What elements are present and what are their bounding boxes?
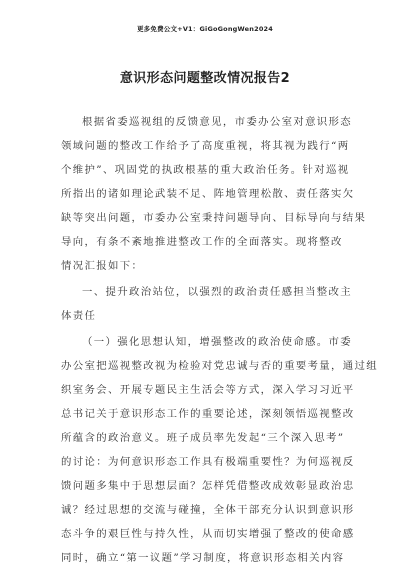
paragraph-line: 态斗争的艰巨性与持久性，从而切实增强了整改的使命感: [61, 528, 355, 540]
paragraph-line: 情况汇报如下：: [61, 260, 144, 272]
paragraph-line: （一）强化思想认知，增强整改的政治使命感。市委: [82, 336, 353, 348]
paragraph-line: 馈问题多集中于思想层面？怎样凭借整改成效彰显政治忠: [61, 480, 355, 492]
header-note: 更多免费公文+V1：GiGoGongWen2024: [136, 25, 273, 33]
paragraph-line: 个维护”、巩固党的执政根基的重大政治任务。针对巡视: [61, 164, 350, 176]
paragraph-line: 同时，确立“第一议题”学习制度，将意识形态相关内容: [61, 552, 345, 564]
paragraph-line: 诚？经过思想的交流与碰撞，全体干部充分认识到意识形: [61, 504, 355, 516]
section-heading-line: 体责任: [61, 310, 97, 322]
paragraph-line: 所蕴含的政治意义。班子成员率先发起“三个深入思考”: [61, 432, 345, 444]
paragraph-line: 缺等突出问题，市委办公室秉持问题导向、目标导向与结果: [61, 212, 367, 224]
section-heading-line: 一、提升政治站位，以强烈的政治责任感担当整改主: [82, 286, 353, 298]
paragraph-line: 所指出的诸如理论武装不足、阵地管理松散、责任落实欠: [61, 188, 355, 200]
paragraph-line: 总书记关于意识形态工作的重要论述，深刻领悟巡视整改: [61, 408, 355, 420]
paragraph-line: 领域问题的整改工作给予了高度重视，将其视为践行“两: [61, 140, 350, 152]
paragraph-line: 织室务会、开展专题民主生活会等方式，深入学习习近平: [61, 384, 355, 396]
paragraph-line: 的讨论：为何意识形态工作具有极端重要性？为何巡视反: [61, 456, 355, 468]
paragraph-line: 导向，有条不紊地推进整改工作的全面落实。现将整改: [61, 236, 343, 248]
paragraph-line: 办公室把巡视整改视为检验对党忠诚与否的重要考量，通过组: [61, 360, 378, 372]
paragraph-line: 根据省委巡视组的反馈意见，市委办公室对意识形态: [82, 116, 353, 128]
document-title: 意识形态问题整改情况报告2: [119, 71, 291, 86]
